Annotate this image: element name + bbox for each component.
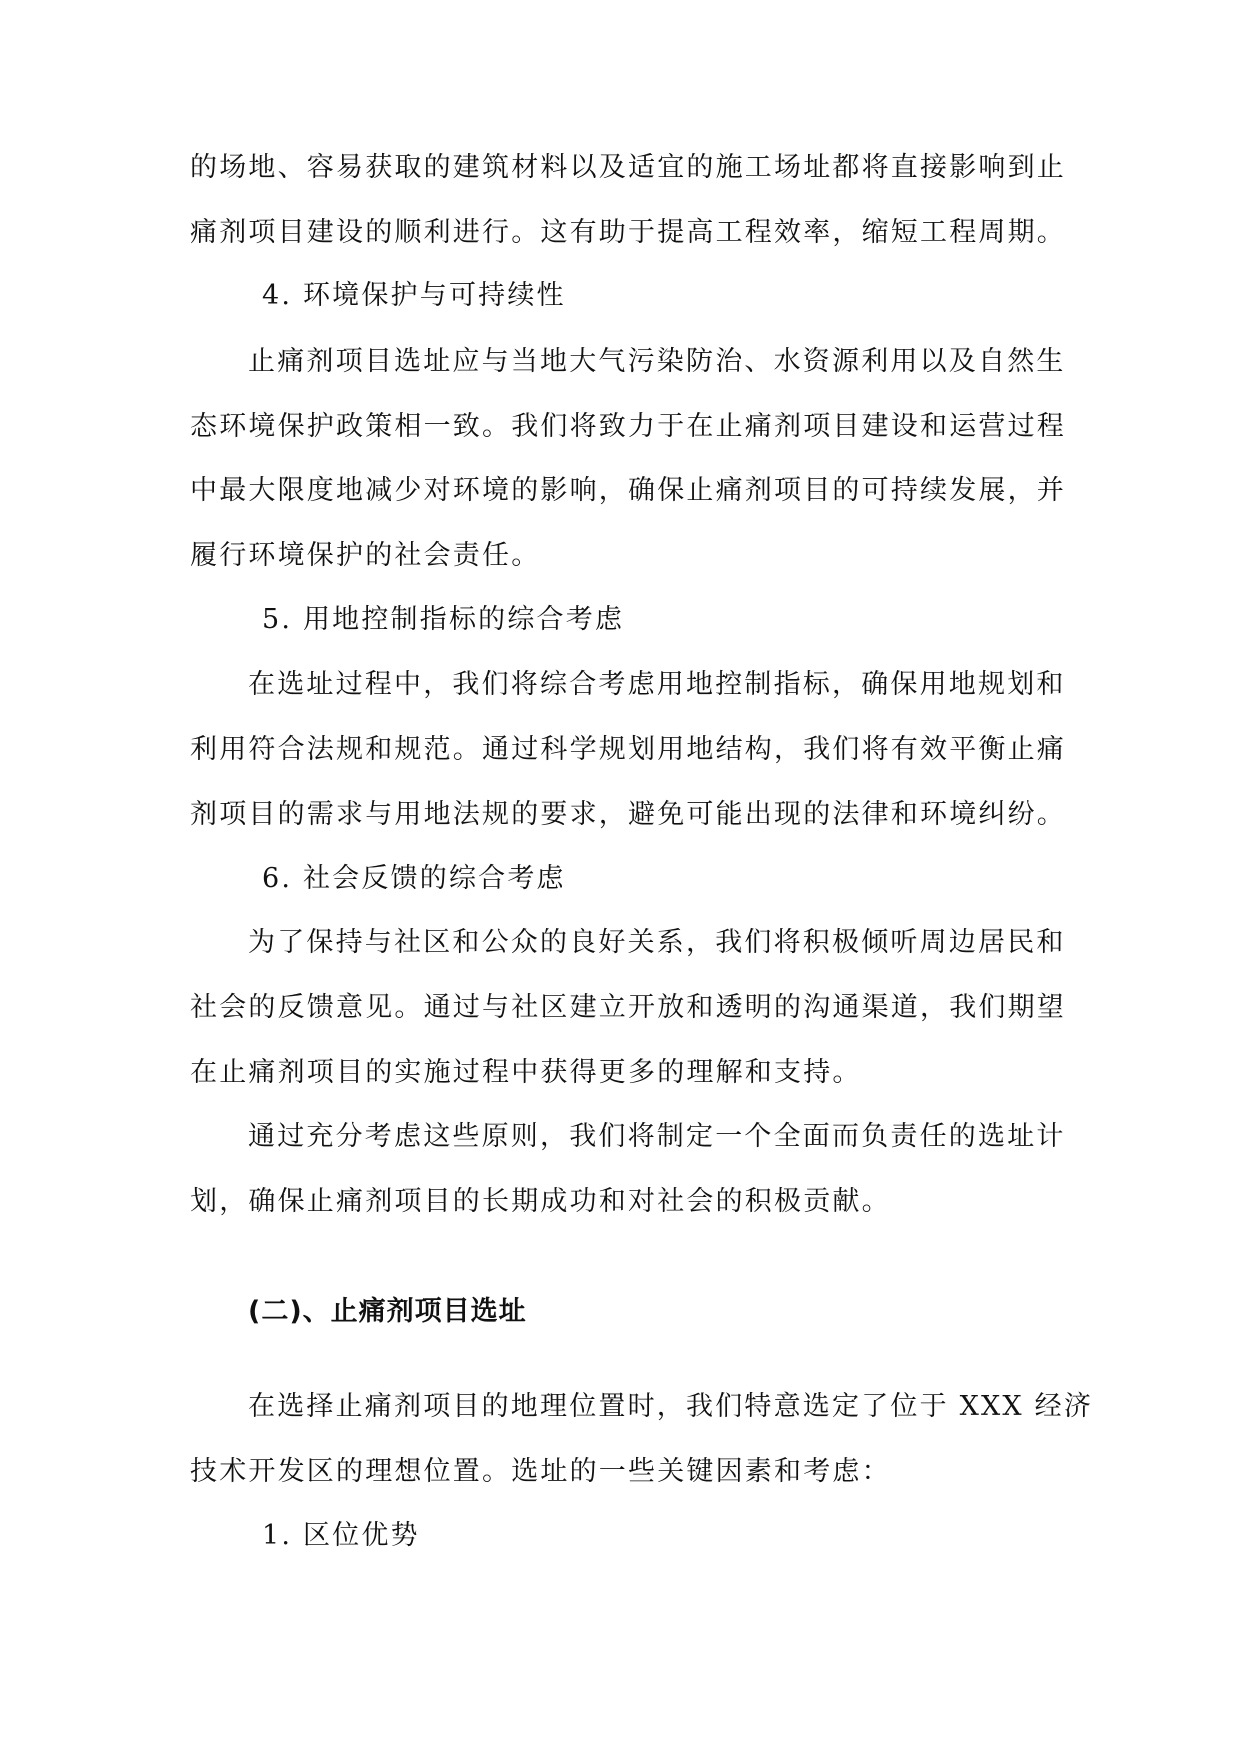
paragraph-line: 态环境保护政策相一致。我们将致力于在止痛剂项目建设和运营过程: [190, 411, 1066, 442]
list-heading-1: 1. 区位优势: [262, 1520, 420, 1551]
paragraph-line: 的场地、容易获取的建筑材料以及适宜的施工场址都将直接影响到止: [190, 152, 1066, 183]
paragraph-line: 止痛剂项目选址应与当地大气污染防治、水资源利用以及自然生: [248, 346, 1066, 377]
paragraph-line: 痛剂项目建设的顺利进行。这有助于提高工程效率，缩短工程周期。: [190, 217, 1066, 248]
paragraph-line: 履行环境保护的社会责任。: [190, 540, 541, 571]
paragraph-line: 社会的反馈意见。通过与社区建立开放和透明的沟通渠道，我们期望: [190, 992, 1066, 1023]
list-heading-5: 5. 用地控制指标的综合考虑: [262, 604, 625, 635]
paragraph-line: 中最大限度地减少对环境的影响，确保止痛剂项目的可持续发展，并: [190, 475, 1066, 506]
paragraph-line: 为了保持与社区和公众的良好关系，我们将积极倾听周边居民和: [248, 927, 1066, 958]
paragraph-line: 在选择止痛剂项目的地理位置时，我们特意选定了位于 XXX 经济: [248, 1391, 1094, 1422]
paragraph-line: 在选址过程中，我们将综合考虑用地控制指标，确保用地规划和: [248, 669, 1066, 700]
paragraph-line: 在止痛剂项目的实施过程中获得更多的理解和支持。: [190, 1057, 862, 1088]
section-heading: (二)、止痛剂项目选址: [248, 1296, 527, 1327]
paragraph-line: 利用符合法规和规范。通过科学规划用地结构，我们将有效平衡止痛: [190, 734, 1066, 765]
paragraph-line: 通过充分考虑这些原则，我们将制定一个全面而负责任的选址计: [248, 1121, 1066, 1152]
paragraph-line: 划，确保止痛剂项目的长期成功和对社会的积极贡献。: [190, 1186, 891, 1217]
list-heading-4: 4. 环境保护与可持续性: [262, 280, 566, 311]
list-heading-6: 6. 社会反馈的综合考虑: [262, 863, 566, 894]
paragraph-line: 剂项目的需求与用地法规的要求，避免可能出现的法律和环境纠纷。: [190, 799, 1066, 830]
paragraph-line: 技术开发区的理想位置。选址的一些关键因素和考虑：: [190, 1456, 891, 1487]
